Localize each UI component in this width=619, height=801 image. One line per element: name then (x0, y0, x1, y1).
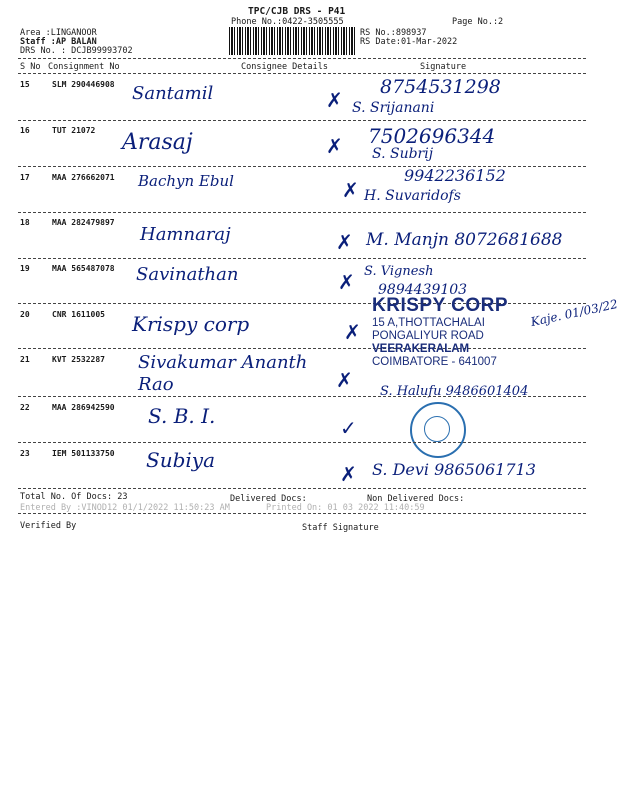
divider (18, 73, 586, 74)
stamp-address-line: COIMBATORE - 641007 (372, 356, 497, 368)
signature-phone: 9942236152 (404, 166, 506, 185)
row-consignment: MAA 286942590 (52, 403, 115, 412)
check-mark-icon: ✗ (342, 178, 359, 202)
signature-name: S. Srijanani (352, 100, 435, 116)
signature-phone: 8754531298 (380, 76, 501, 98)
check-mark-icon: ✗ (336, 230, 353, 254)
staff-label: Staff :AP BALAN (20, 37, 97, 47)
stamp-handnote: Kaje. 01/03/22 (529, 296, 619, 330)
stamp-address-line: PONGALIYUR ROAD (372, 330, 484, 342)
divider (18, 488, 586, 489)
drs-number: DRS No. : DCJB99993702 (20, 46, 133, 56)
staff-signature: Staff Signature (302, 523, 379, 533)
stamp-address-line: 15 A,THOTTACHALAI (372, 317, 485, 329)
row-sno: 16 (20, 126, 30, 135)
row-consignment: TUT 21072 (52, 126, 96, 135)
row-consignment: MAA 565487078 (52, 264, 115, 273)
phone-number: Phone No.:0422-3505555 (231, 17, 344, 27)
page-number: Page No.:2 (452, 17, 504, 27)
check-mark-icon: ✗ (326, 134, 343, 158)
col-consignment: Consignment No (48, 62, 120, 72)
row-consignment: KVT 2532287 (52, 355, 105, 364)
signature-phone: 7502696344 (368, 124, 496, 148)
stamp-address-line: VEERAKERALAM (372, 343, 470, 355)
signature-name: S. Subrij (372, 146, 434, 162)
row-sno: 23 (20, 449, 30, 458)
col-consignee: Consignee Details (241, 62, 328, 72)
consignee-name: Savinathan (136, 264, 239, 285)
company-stamp (372, 295, 532, 383)
divider (18, 396, 586, 397)
check-mark-icon: ✓ (340, 416, 357, 440)
row-consignment: MAA 282479897 (52, 218, 115, 227)
consignee-name: Hamnaraj (140, 224, 231, 245)
row-sno: 22 (20, 403, 30, 412)
row-consignment: CNR 1611005 (52, 310, 105, 319)
non-delivered-docs: Non Delivered Docs: (367, 494, 465, 504)
row-sno: 18 (20, 218, 30, 227)
row-consignment: SLM 290446908 (52, 80, 115, 89)
entered-by: Entered By :VINOD12 01/1/2022 11:50:23 AM (20, 503, 230, 513)
row-sno: 20 (20, 310, 30, 319)
verified-by: Verified By (20, 521, 77, 531)
consignee-name: Santamil (132, 83, 214, 104)
signature-name: H. Suvaridofs (364, 188, 461, 204)
signature-name: S. Vignesh (364, 264, 434, 279)
consignee-name: Sivakumar Ananth Rao (138, 352, 308, 395)
printed-on: Printed On: 01 03 2022 11:40:59 (266, 503, 425, 513)
row-sno: 19 (20, 264, 30, 273)
divider (18, 120, 586, 121)
stamp-company-name: KRISPY CORP (372, 295, 509, 316)
barcode-icon (229, 27, 355, 55)
divider (18, 258, 586, 259)
consignee-name: S. B. I. (148, 404, 216, 428)
check-mark-icon: ✗ (338, 270, 355, 294)
consignee-name: Subiya (146, 448, 216, 472)
check-mark-icon: ✗ (326, 88, 343, 112)
divider (18, 58, 586, 59)
signature-phone: 9894439103 (378, 282, 468, 298)
divider (18, 513, 586, 514)
check-mark-icon: ✗ (344, 320, 361, 344)
check-mark-icon: ✗ (340, 462, 357, 486)
signature-name-phone: M. Manjn 8072681688 (366, 230, 563, 250)
bank-seal-icon (410, 402, 466, 458)
col-signature: Signature (420, 62, 467, 72)
delivered-docs: Delivered Docs: (230, 494, 307, 504)
area-label: Area :LINGANOOR (20, 28, 97, 38)
signature-name-phone: S. Halufu 9486601404 (380, 384, 529, 399)
consignee-name: Krispy corp (132, 312, 250, 336)
rs-number: RS No.:898937 (360, 28, 427, 38)
consignee-name: Bachyn Ebul (138, 172, 234, 190)
row-consignment: IEM 501133750 (52, 449, 115, 458)
signature-name-phone: S. Devi 9865061713 (372, 460, 536, 479)
divider (18, 212, 586, 213)
total-docs: Total No. Of Docs: 23 (20, 492, 128, 502)
row-sno: 21 (20, 355, 30, 364)
consignee-name: Arasaj (122, 130, 193, 155)
row-sno: 17 (20, 173, 30, 182)
col-sno: S No (20, 62, 41, 72)
divider (18, 442, 586, 443)
row-consignment: MAA 276662071 (52, 173, 115, 182)
row-sno: 15 (20, 80, 30, 89)
rs-date: RS Date:01-Mar-2022 (360, 37, 458, 47)
check-mark-icon: ✗ (336, 368, 353, 392)
document-title: TPC/CJB DRS - P41 (248, 6, 346, 17)
